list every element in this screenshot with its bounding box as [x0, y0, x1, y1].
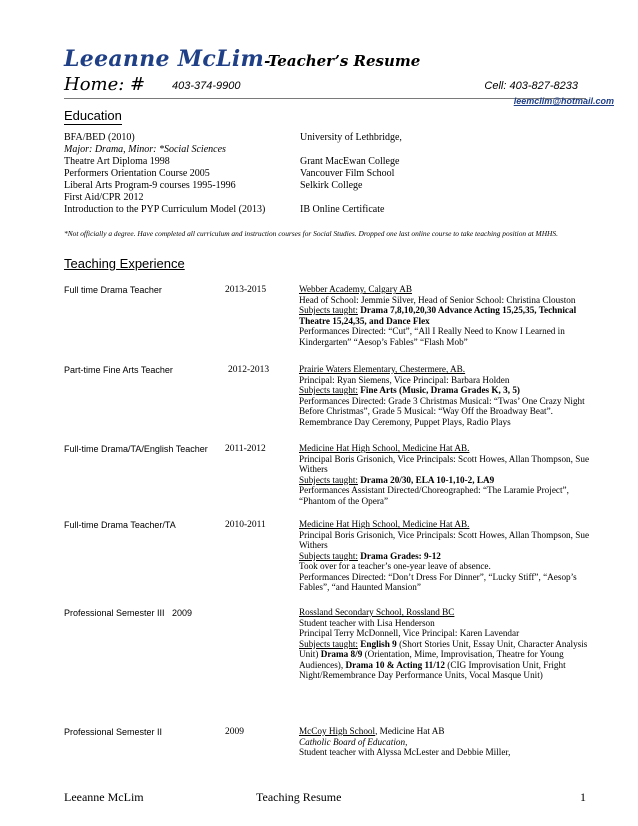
- job-title: Part-time Fine Arts Teacher: [64, 365, 173, 375]
- job-details: [299, 726, 591, 758]
- email-link[interactable]: leemclim@hotmail.com: [513, 96, 614, 106]
- teaching-heading: Teaching Experience: [64, 256, 185, 271]
- home-label: Home: #: [64, 74, 146, 95]
- job-years: 2009: [225, 727, 244, 737]
- performances: Performances Directed: Grade 3 Christmas Musical: “Twas’ One Crazy Night Before Christmas”, Grade 5 Musical: “Way Off the Broadway Beat”. Remembrance Day Ceremony, Puppet Plays, Radio Plays: [299, 395, 585, 427]
- job-details: [299, 443, 591, 506]
- job-years: 2013-2015: [225, 285, 267, 295]
- job-title: Professional Semester II: [64, 727, 163, 737]
- job-details: [299, 607, 591, 681]
- job-title: Professional Semester III 2009: [64, 608, 193, 618]
- job-title: Full-time Drama Teacher/TA: [64, 520, 176, 530]
- page-footer: [64, 790, 586, 806]
- school-staff: Principal Terry McDonnell, Vice Principal: Karen Lavendar: [299, 628, 520, 638]
- school-board: Catholic Board of Education,: [299, 736, 408, 747]
- job-title: Full-time Drama/TA/English Teacher: [64, 444, 208, 454]
- subjects-taught: Subjects taught: English 9 (Short Stories Unit, Essay Unit, Character Analysis Unit) Drama 8/9 (Orientation, Mime, Improvisation, Theatre for Young Audiences), Drama 10 & Acting 11/12 (CIG Improvisation Unit, Fright Night/Remembrance Day Performance Units, Vocal Masque Unit): [299, 638, 588, 680]
- job-details: [299, 519, 591, 593]
- subjects-taught: Subjects taught: Fine Arts (Music, Drama Grades K, 3, 5): [299, 385, 520, 395]
- subjects-taught: Subjects taught: Drama Grades: 9-12: [299, 550, 441, 561]
- education-heading: Education: [64, 108, 122, 123]
- school-staff: Principal Boris Grisonich, Vice Principals: Scott Howes, Allan Thompson, Sue Withers: [299, 453, 590, 474]
- education-row: Theatre Art Diploma 1998 Grant MacEwan College: [64, 156, 400, 167]
- education-row: First Aid/CPR 2012: [64, 192, 144, 203]
- school-staff: Student teacher with Alyssa McLester and Debbie Miller,: [299, 747, 511, 757]
- school-name: Medicine Hat High School, Medicine Hat AB.: [299, 443, 470, 453]
- school-staff: Principal: Ryan Siemens, Vice Principal: Barbara Holden: [299, 374, 510, 385]
- school-name: McCoy High School, Medicine Hat AB: [299, 726, 445, 736]
- footer-name: Leeanne McLim: [64, 790, 144, 804]
- performances: Performances Directed: “Don’t Dress For Dinner”, “Lucky Stiff”, “Aesop’s Fables”, “and Haunted Mansion”: [299, 571, 577, 592]
- school-staff: Principal Boris Grisonich, Vice Principals: Scott Howes, Allan Thompson, Sue Withers: [299, 529, 590, 550]
- school-name: Prairie Waters Elementary, Chestermere, AB.: [299, 364, 466, 374]
- school-name: Webber Academy, Calgary AB: [299, 284, 412, 294]
- resume-title: [64, 46, 420, 72]
- candidate-name: Leeanne McLim: [64, 46, 265, 72]
- education-footnote: *Not officially a degree. Have completed all curriculum and instruction courses for Social Studies. Dropped one last online course to take teaching position at MHHS.: [64, 229, 558, 238]
- performances: Performances Directed: “Cut”, “All I Really Need to Know I Learned in Kindergarten” “Aesop’s Fables” “Flash Mob”: [299, 326, 565, 347]
- school-name: Rossland Secondary School, Rossland BC: [299, 607, 455, 617]
- page-number: 1: [580, 790, 586, 804]
- resume-subtitle: -Teacher’s Resume: [264, 52, 421, 70]
- education-row: Major: Drama, Minor: *Social Sciences: [64, 144, 226, 155]
- school-staff: Head of School: Jemmie Silver, Head of Senior School: Christina Clouston: [299, 294, 576, 305]
- education-row: Liberal Arts Program-9 courses 1995-1996 Selkirk College: [64, 180, 363, 191]
- school-staff: Student teacher with Lisa Henderson: [299, 617, 435, 628]
- job-details: [299, 364, 591, 427]
- job-years: 2012-2013: [228, 365, 270, 375]
- cell-phone: Cell: 403-827-8233: [484, 80, 578, 92]
- subjects-taught: Subjects taught: Drama 20/30, ELA 10-1,10-2, LA9: [299, 474, 495, 485]
- footer-title: Teaching Resume: [256, 790, 342, 804]
- job-years: 2011-2012: [225, 444, 266, 454]
- education-row: Introduction to the PYP Curriculum Model (2013) IB Online Certificate: [64, 204, 385, 215]
- job-title: Full time Drama Teacher: [64, 285, 162, 295]
- education-row: BFA/BED (2010) University of Lethbridge,: [64, 132, 402, 143]
- education-row: Performers Orientation Course 2005 Vancouver Film School: [64, 168, 395, 179]
- home-phone: 403-374-9900: [172, 80, 241, 92]
- performances: Performances Assistant Directed/Choreographed: “The Laramie Project”, “Phantom of the Opera”: [299, 485, 569, 506]
- job-note: Took over for a teacher’s one-year leave of absence.: [299, 561, 491, 571]
- education-list: [64, 132, 586, 216]
- subjects-taught: Subjects taught: Drama 7,8,10,20,30 Advance Acting 15,25,35, Technical Theatre 15,24,35, and Dance Flex: [299, 305, 577, 326]
- contact-line: [64, 74, 586, 99]
- job-details: [299, 284, 591, 347]
- school-name: Medicine Hat High School, Medicine Hat AB.: [299, 519, 470, 529]
- job-years: 2010-2011: [225, 520, 266, 530]
